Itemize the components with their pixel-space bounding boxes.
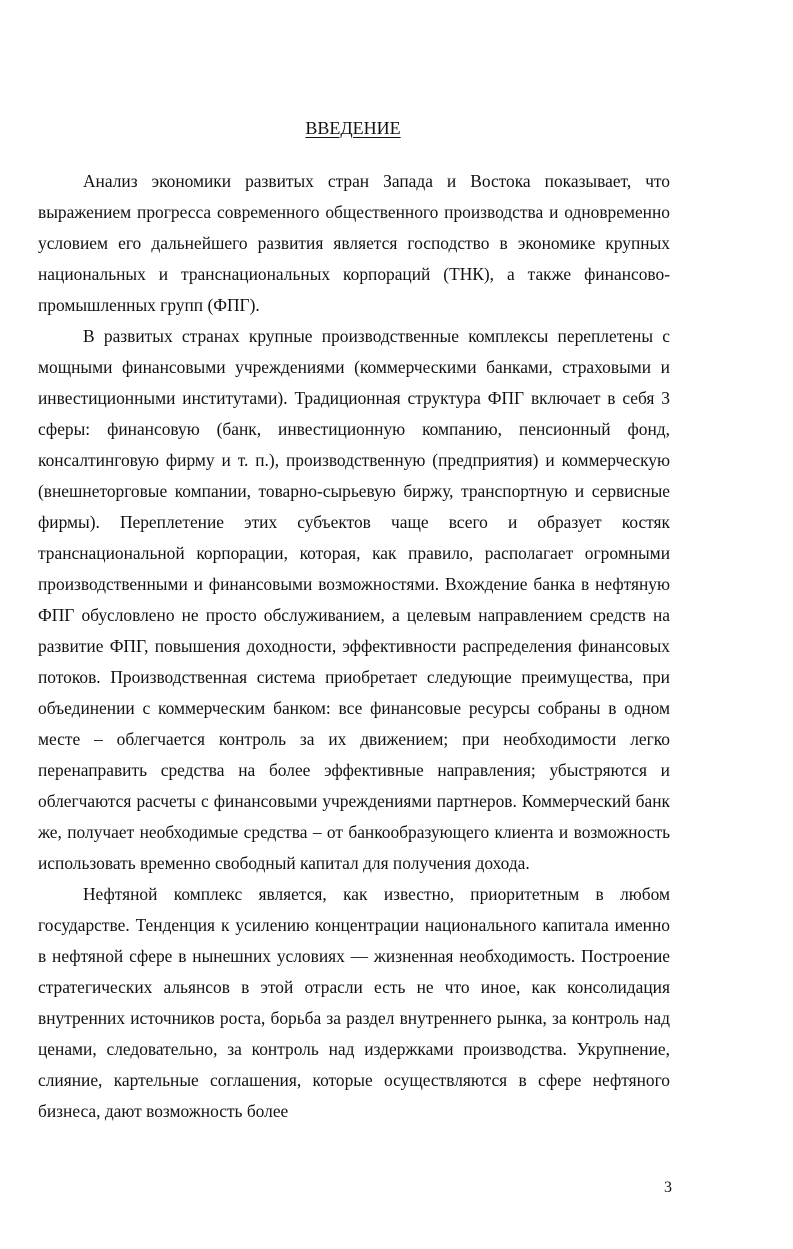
paragraph-3: Нефтяной комплекс является, как известно, приоритетным в любом государстве. Тенденция к усилению концентрации национального капитала именно в нефтяной сфере в нынешних условиях — жизненная необходимость. Построение стратегических альянсов в этой отрасли есть не что иное, как консолидация внутренних источников роста, борьба за раздел внутреннего рынка, за контроль над ценами, следовательно, за контроль над издержками производства. Укрупнение, слияние, картельные соглашения, которые осуществляются в сфере нефтяного бизнеса, дают возможность более <box>38 884 670 1121</box>
body-text <box>38 166 670 1127</box>
page-number: 3 <box>664 1179 672 1196</box>
paragraph-1: Анализ экономики развитых стран Запада и Востока показывает, что выражением прогресса современного общественного производства и одновременно условием его дальнейшего развития является господство в экономике крупных национальных и транснациональных корпораций (ТНК), а также финансово-промышленных групп (ФПГ). <box>38 171 670 315</box>
page-title: ВВЕДЕНИЕ <box>305 118 401 138</box>
paragraph-2: В развитых странах крупные производственные комплексы переплетены с мощными финансовыми учреждениями (коммерческими банками, страховыми и инвестиционными институтами). Традиционная структура ФПГ включает в себя 3 сферы: финансовую (банк, инвестиционную компанию, пенсионный фонд, консалтинговую фирму и т. п.), производственную (предприятия) и коммерческую (внешнеторговые компании, товарно-сырьевую биржу, транспортную и сервисные фирмы). Переплетение этих субъектов чаще всего и образует костяк транснациональной корпорации, которая, как правило, располагает огромными производственными и финансовыми возможностями. Вхождение банка в нефтяную ФПГ обусловлено не просто обслуживанием, а целевым направлением средств на развитие ФПГ, повышения доходности, эффективности распределения финансовых потоков. Производственная система приобретает следующие преимущества, при объединении с коммерческим банком: все финансовые ресурсы собраны в одном месте – облегчается контроль за их движением; при необходимости легко перенаправить средства на более эффективные направления; убыстряются и облегчаются расчеты с финансовыми учреждениями партнеров. Коммерческий банк же, получает необходимые средства – от банкообразующего клиента и возможность использовать временно свободный капитал для получения дохода. <box>38 326 670 873</box>
